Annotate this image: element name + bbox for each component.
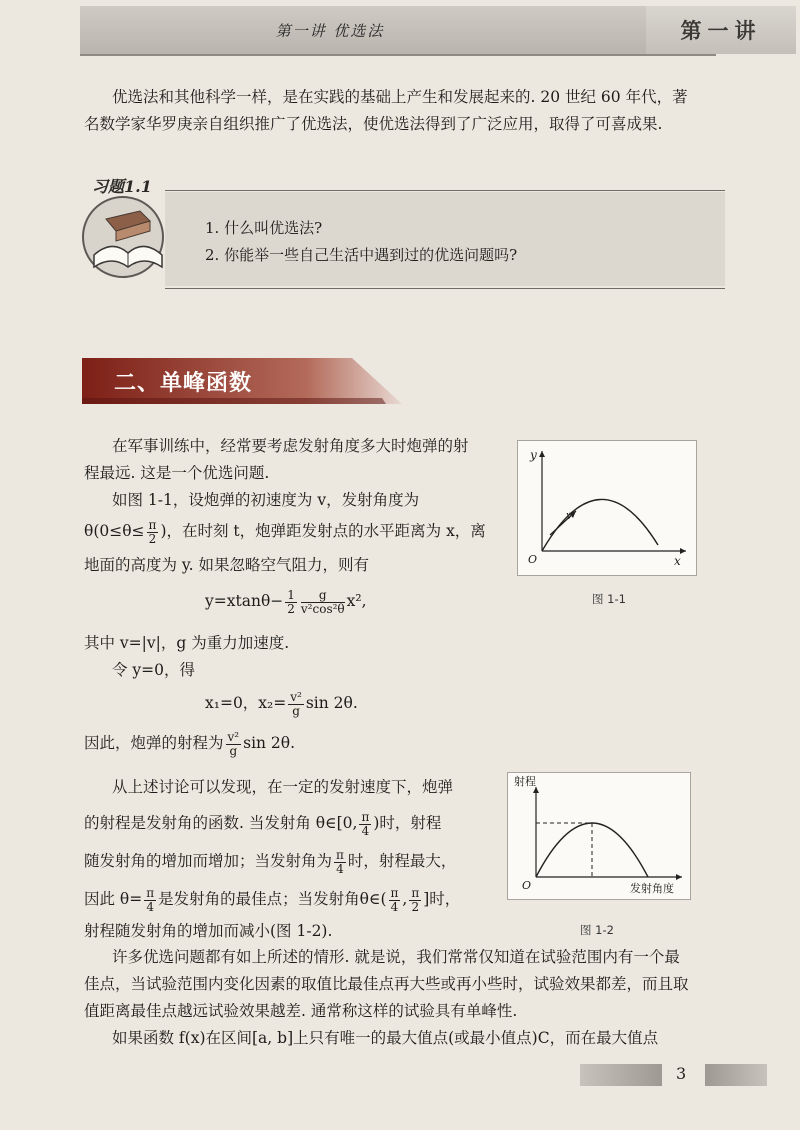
footer-bar-left: [580, 1064, 662, 1086]
exercise-item-1: 1. 什么叫优选法?: [205, 219, 323, 237]
body-line: 因此 θ= $\frac{\pi}{4}$ 是发射角的最佳点；当发射角θ∈( $\frac{\pi}{4}$ , $\frac{\pi}{2}$ ]时，: [84, 885, 461, 914]
fig2-x-label: 发射角度: [630, 882, 674, 895]
body-line: 从上述讨论可以发现，在一定的发射速度下，炮弹: [112, 778, 454, 796]
fig2-origin: O: [522, 879, 532, 892]
exercise-label: 习题1.1: [92, 177, 152, 196]
page-header: [80, 6, 762, 56]
body-line: 程最远. 这是一个优选问题.: [84, 464, 270, 482]
body-line: 地面的高度为 y. 如果忽略空气阻力，则有: [84, 556, 369, 574]
exercise-top-rule: [165, 190, 725, 191]
equation-2: x₁=0，x₂= $\frac{\text{v²}}{g}$ sin 2θ.: [205, 689, 358, 718]
intro-line-1: 优选法和其他科学一样，是在实践的基础上产生和发展起来的. 20 世纪 60 年代，著: [112, 88, 688, 106]
figure-1-2-caption: 图 1-2: [580, 923, 614, 937]
figure-1-1-caption: 图 1-1: [592, 592, 626, 606]
trajectory-curve: [542, 499, 658, 551]
body-line: 如果函数 f(x)在区间[a, b]上只有唯一的最大值点(或最小值点)C，而在最大值点: [112, 1029, 659, 1047]
body-line: [84, 518, 486, 546]
body-line: 令 y=0，得: [112, 661, 196, 679]
math-text: )，在时刻 t，炮弹距发射点的水平距离为 x，离: [160, 522, 486, 540]
body-line: 值距离最佳点越远试验效果越差. 通常称这样的试验具有单峰性.: [84, 1002, 518, 1020]
exercise-bottom-rule: [165, 288, 725, 289]
fig1-origin: O: [528, 553, 538, 566]
fig1-vec-label: v: [566, 509, 573, 522]
fig2-y-label: 射程: [514, 775, 536, 788]
figure-1-2: [507, 772, 691, 900]
fig1-x-label: x: [674, 554, 681, 568]
page-number: 3: [676, 1064, 687, 1083]
body-line: 如图 1-1，设炮弹的初速度为 v，发射角度为: [112, 491, 420, 509]
chapter-tab: 第一讲: [646, 6, 796, 54]
body-line: 的射程是发射角的函数. 当发射角 θ∈[0, $\frac{\pi}{4}$ )时，射程: [84, 809, 442, 838]
header-title: 第一讲 优选法: [275, 22, 385, 40]
body-line: 其中 v=|v|，g 为重力加速度.: [84, 634, 290, 652]
section-title: 二、单峰函数: [114, 370, 253, 396]
body-line: 在军事训练中，经常要考虑发射角度多大时炮弹的射: [112, 437, 469, 455]
equation-1: y=xtanθ− $\frac{1}{2}$ $\frac{g}{\text{v²cos²θ}}$ x²,: [205, 587, 367, 616]
figure-1-1: [517, 440, 697, 576]
body-line: 许多优选问题都有如上所述的情形. 就是说，我们常常仅知道在试验范围内有一个最: [112, 948, 680, 966]
fig1-y-label: y: [530, 448, 537, 462]
body-line: 因此，炮弹的射程为 $\frac{\text{v²}}{g}$ sin 2θ.: [84, 729, 296, 758]
body-line: 随发射角的增加而增加；当发射角为 $\frac{\pi}{4}$ 时，射程最大，: [84, 847, 457, 876]
intro-line-2: 名数学家华罗庚亲自组织推广了优选法，使优选法得到了广泛应用，取得了可喜成果.: [84, 115, 663, 133]
fraction: $\frac{\pi}{2}$: [148, 517, 157, 546]
body-line: 射程随发射角的增加而减小(图 1-2).: [84, 922, 333, 940]
exercise-item-2: 2. 你能举一些自己生活中遇到过的优选问题吗?: [205, 246, 518, 264]
math-text: θ(0≤θ≤: [84, 522, 145, 540]
body-line: 佳点，当试验范围内变化因素的取值比最佳点再大些或再小些时，试验效果都差，而且取: [84, 975, 689, 993]
footer-bar-right: [705, 1064, 767, 1086]
